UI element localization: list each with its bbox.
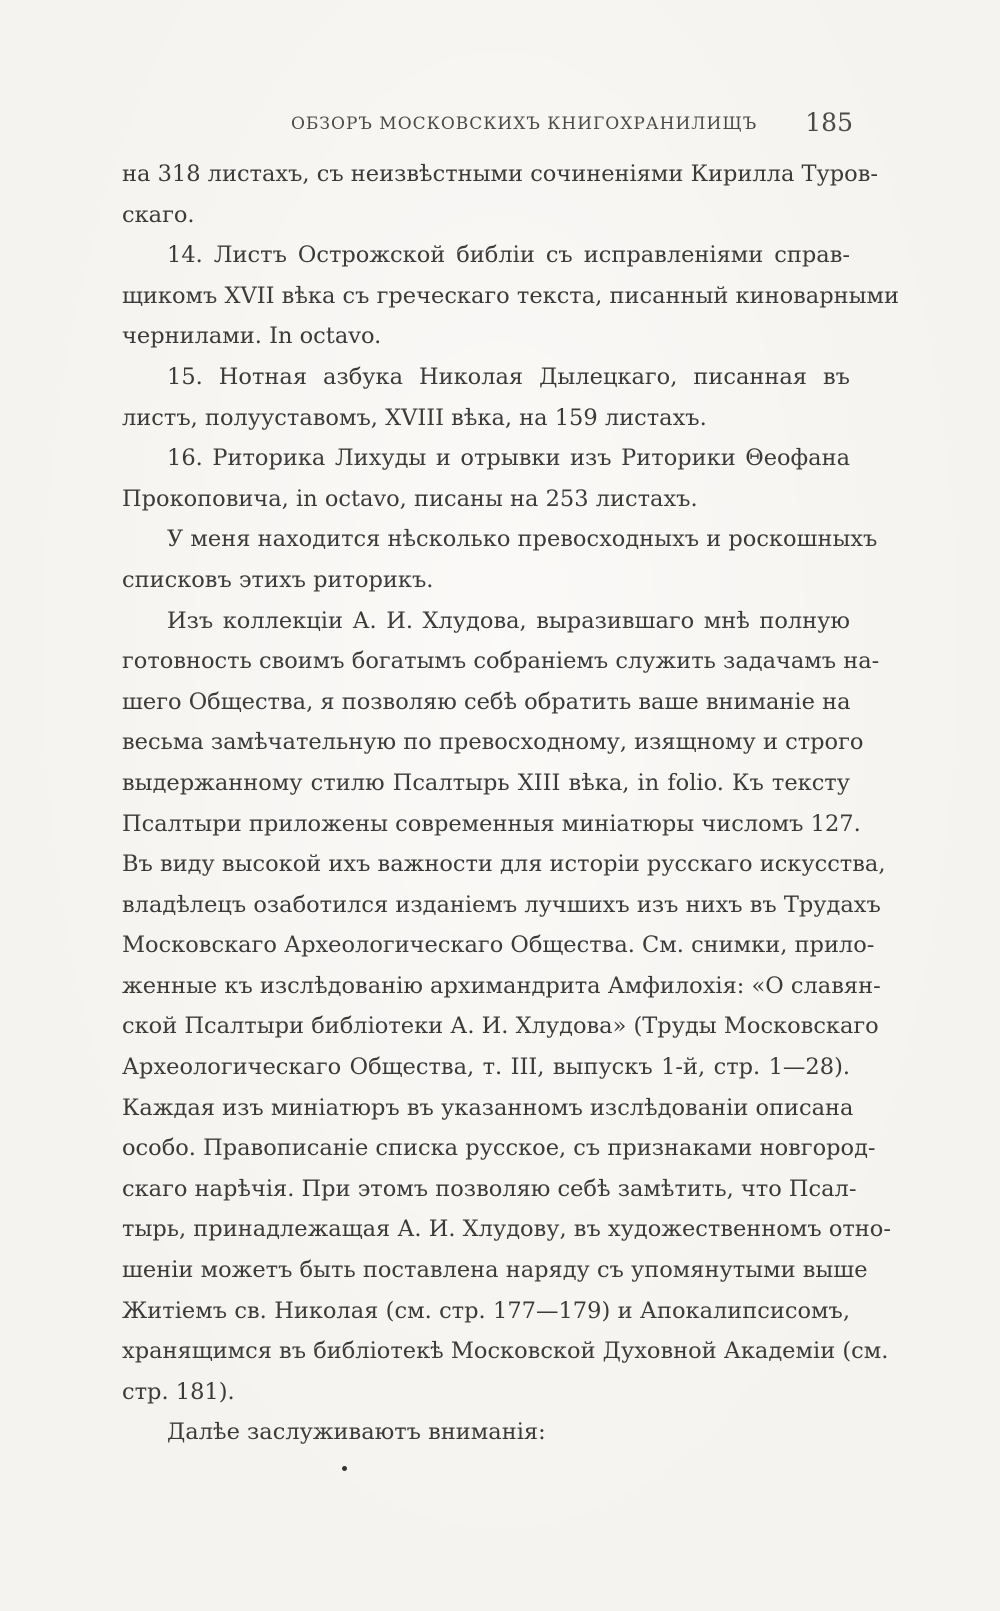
text-line: на 318 листахъ, съ неизвѣстными сочиненіями Кирилла Туров- xyxy=(122,161,879,187)
text-line: скаго нарѣчія. При этомъ позволяю себѣ замѣтить, что Псал- xyxy=(122,1175,857,1202)
text-line: Далѣе заслуживаютъ вниманія: xyxy=(167,1419,546,1446)
text-line: Псалтыри приложены современныя миніатюры числомъ 127. xyxy=(122,810,861,837)
text-line: У меня находится нѣсколько превосходныхъ и роскошныхъ xyxy=(167,526,878,553)
text-line: тырь, принадлежащая А. И. Хлудову, въ художественномъ отно- xyxy=(122,1216,891,1243)
text-line: шеніи можетъ быть поставлена наряду съ упомянутыми выше xyxy=(122,1257,868,1284)
text-line: стр. 181). xyxy=(122,1378,235,1405)
text-line: хранящимся въ библіотекѣ Московской Духовной Академіи (см. xyxy=(122,1338,889,1365)
text-line: Въ виду высокой ихъ важности для исторіи русскаго искусства, xyxy=(122,851,886,878)
text-line: скаго. xyxy=(122,201,195,228)
text-line: 15. Нотная азбука Николая Дылецкаго, писанная въ xyxy=(167,363,850,390)
text-line: щикомъ XVII вѣка съ греческаго текста, писанный киноварными xyxy=(122,282,900,309)
text-line: владѣлецъ озаботился изданіемъ лучшихъ изъ нихъ въ Трудахъ xyxy=(122,891,881,918)
text-line: готовность своимъ богатымъ собраніемъ служить задачамъ на- xyxy=(122,648,880,675)
text-line: 14. Листъ Острожской библіи съ исправленіями справ- xyxy=(167,242,850,269)
text-line: списковъ этихъ риторикъ. xyxy=(122,566,434,593)
text-line: Археологическаго Общества, т. III, выпускъ 1-й, стр. 1—28). xyxy=(122,1054,850,1081)
body-text xyxy=(122,154,900,1453)
text-line: выдержанному стилю Псалтырь XIII вѣка, in folio. Къ тексту xyxy=(122,769,850,796)
text-line: Житіемъ св. Николая (см. стр. 177—179) и Апокалипсисомъ, xyxy=(122,1297,850,1324)
text-line: листъ, полууставомъ, XVIII вѣка, на 159 листахъ. xyxy=(122,404,707,431)
text-line: женные къ изслѣдованію архимандрита Амфилохія: «О славян- xyxy=(122,972,881,999)
text-line: весьма замѣчательную по превосходному, изящному и строго xyxy=(122,729,864,756)
running-title: ОБЗОРЪ МОСКОВСКИХЪ КНИГОХРАНИЛИЩЪ xyxy=(291,114,758,134)
text-line: чернилами. In octavo. xyxy=(122,323,382,350)
text-line: особо. Правописаніе списка русское, съ признаками новгород- xyxy=(122,1135,876,1162)
text-line: ской Псалтыри библіотеки А. И. Хлудова» (Труды Московскаго xyxy=(122,1013,879,1040)
text-line: Московскаго Археологическаго Общества. См. снимки, прило- xyxy=(122,932,875,959)
text-line: Прокоповича, in octavo, писаны на 253 листахъ. xyxy=(122,485,698,512)
text-line: Каждая изъ миніатюръ въ указанномъ изслѣдованіи описана xyxy=(122,1094,854,1121)
page-number: 185 xyxy=(805,108,853,137)
ink-dot xyxy=(342,1466,347,1471)
page-header xyxy=(123,104,853,144)
text-line: 16. Риторика Лихуды и отрывки изъ Риторики Θеофана xyxy=(167,445,850,472)
text-line: Изъ коллекціи А. И. Хлудова, выразившаго мнѣ полную xyxy=(167,607,850,634)
text-line: шего Общества, я позволяю себѣ обратить ваше вниманіе на xyxy=(122,688,851,715)
